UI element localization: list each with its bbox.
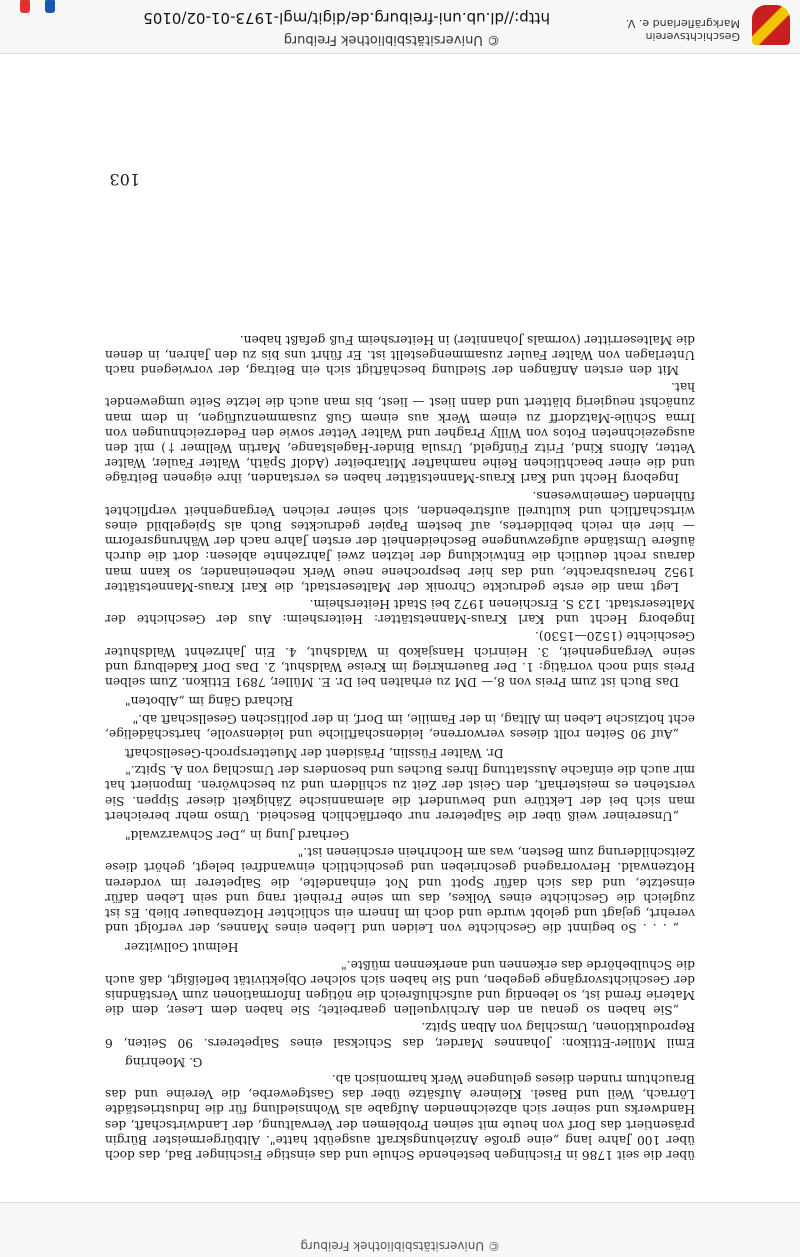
signature: Dr. Walter Füsslin, Präsident der Muettersproch-Gesellschaft [125, 745, 504, 760]
nav-marker-red [20, 0, 30, 13]
paragraph: Ingeborg Hecht und Karl Kraus-Mannetstätter haben es verstanden, ihre eigenen Beiträge und die einer beachtlichen Reihe namhafter Mitarbeiter (Adolf Späth, Walter Fauler, Walter Vetter, Alfons Kind, Fritz Fünfgeld, Ursula Binder-Hagelstange, Martin Wellmer †) mit den ausgezeichneten Fotos von Willy Pragher und Walter Vetter sowie den Federzeichnungen von Irma Schüle-Matzdorff zu einem Werk aus einem Guß zusammenzufügen, in dem man zunächst neugierig blättert und dann liest — liest, bis man auch die letzte Seite umgewendet hat. [105, 380, 695, 486]
paragraph-list [105, 331, 695, 1162]
paragraph: über die seit 1786 in Fischingen bestehende Schule und das einstige Fischinger Bad, das doch über 100 Jahre lang „eine große Anziehungskraft ausgeübt hatte". Altbürgermeister Bürgin präsentiert das Dorf von heute mit seinen Problemen der Verwaltung, der Landwirtschaft, des Handwerks und seiner sich abzeichnenden Aufgabe als Wohnsiedlung für die Industriestädte Lörrach, Weil und Basel. Kleinere Aufsätze über das Gastgewerbe, die Vereine und das Brauchtum runden dieses gelungene Werk harmonisch ab. [105, 1071, 695, 1162]
society-caption: Geschichtsverein Markgräflerland e. V. [625, 17, 740, 43]
page-header-bar [0, 0, 800, 54]
signature: Richard Gäng im „Alboten" [125, 694, 294, 709]
nav-marker-blue [45, 0, 55, 13]
source-url[interactable]: http://dl.ub.uni-freiburg.de/digit/mgl-1973-01-02/0105 [143, 9, 550, 27]
coat-of-arms-logo [752, 5, 790, 45]
page-footer-bar [0, 1202, 800, 1257]
paragraph: „ . . . So beginnt die Geschichte von Leiden und Lieben eines Mannes, der verfolgt und verehrt, gejagt und gelobt wurde und doch im Innern ein schlichter Hotzenbauer blieb. Es ist zugleich die Geschichte eines Volkes, das um seine Freiheit rang und sein Leben dafür einsetzte, und das sich dafür Spott und Not einhandelte, die Salpeterer im vorderen Hotzenwald. Hervorragend geschrieben und geschichtlich einwandfrei belegt, gehört diese Zeitschilderung zum Besten, was am Hochrhein erschienen ist." [105, 845, 695, 936]
footer-copyright: © Universitätsbibliothek Freiburg [300, 1239, 500, 1253]
signature: Helmut Gollwitzer [125, 940, 239, 955]
signature: Gerhard Jung in „Der Schwarzwald" [125, 827, 350, 842]
paragraph: Das Buch ist zum Preis von 8,— DM zu erhalten bei Dr. E. Müller, 7891 Ettikon. Zum selben Preis sind noch vorrätig: 1. Der Bauernkrieg im Kreise Waldshut, 2. Das Dorf Kadelburg und seine Vergangenheit, 3. Heinrich Hansjakob in Waldshut, 4. Ein Jahrzehnt Waldshuter Geschichte (1520—1530). [105, 629, 695, 690]
signature: G. Moehring [125, 1054, 203, 1069]
paragraph: Emil Müller-Ettikon: Johannes Marder, das Schicksal eines Salpeterers. 90 Seiten, 6 Reproduktionen, Umschlag von Alban Spitz. [105, 1020, 695, 1050]
paragraph: „Auf 90 Seiten rollt dieses verworrene, leidenschaftliche und leidensvolle, hartschädelige, echt hotzische Leben im Alltag, in der Familie, im Dorf, in der politischen Gesellschaft ab." [105, 711, 695, 741]
paragraph: „Sie haben so genau an den Archivquellen gearbeitet; Sie haben dem Leser, dem die Materie fremd ist, so lebendig und aufschlußreich die nötigen Informationen zum Verständnis der Geschichtsvorgänge gegeben, und Sie haben sich solcher Objektivität befleißigt, daß auch die Schulbehörde das erkennen und anerkennen müßte." [105, 957, 695, 1018]
copyright-line: © Universitätsbibliothek Freiburg [283, 32, 500, 47]
paragraph: Ingeborg Hecht und Karl Kraus-Mannetstätter: Heitersheim: Aus der Geschichte der Malteserstadt. 123 S. Erschienen 1972 bei Stadt Heitersheim. [105, 597, 695, 627]
page-number: 103 [109, 170, 140, 189]
paragraph: Legt man die erste gedruckte Chronik der Malteserstadt, die Karl Kraus-Mannetstätter 1952 herausbrachte, und das hier besprochene neue Werk nebeneinander, so kann man daraus recht deutlich die Entwicklung der letzten zwei Jahrzehnte ablesen: dort die durch äußere Umstände aufgezwungene Bescheidenheit der ersten Jahre nach der Währungsreform — hier ein reich bebildertes, auf bestem Papier gedrucktes Buch als Spiegelbild eines wirtschaftlich und kulturell aufstrebenden, sich seiner reichen Vergangenheit verpflichtet fühlenden Gemeinwesens. [105, 488, 695, 594]
paragraph: Mit den ersten Anfängen der Siedlung beschäftigt sich ein Beitrag, der vorwiegend nach Unterlagen von Walter Fauler zusammengestellt ist. Er führt uns bis zu den Jahren, in denen die Malteserritter (vormals Johanniter) in Heitersheim Fuß gefaßt haben. [105, 332, 695, 378]
page-body [105, 329, 695, 1162]
paragraph: „Unsereiner weiß über die Salpeterer nur oberflächlich Bescheid. Umso mehr bereichert man sich bei der Lektüre und bewundert die alemannische Zähigkeit dieser Sippen. Sie verstehen es meisterhaft, den Geist der Zeit zu schildern und zu beschwören. Imponiert hat mir auch die einfache Ausstattung Ihres Buches und besonders der Umschlag von A. Spitz." [105, 763, 695, 823]
